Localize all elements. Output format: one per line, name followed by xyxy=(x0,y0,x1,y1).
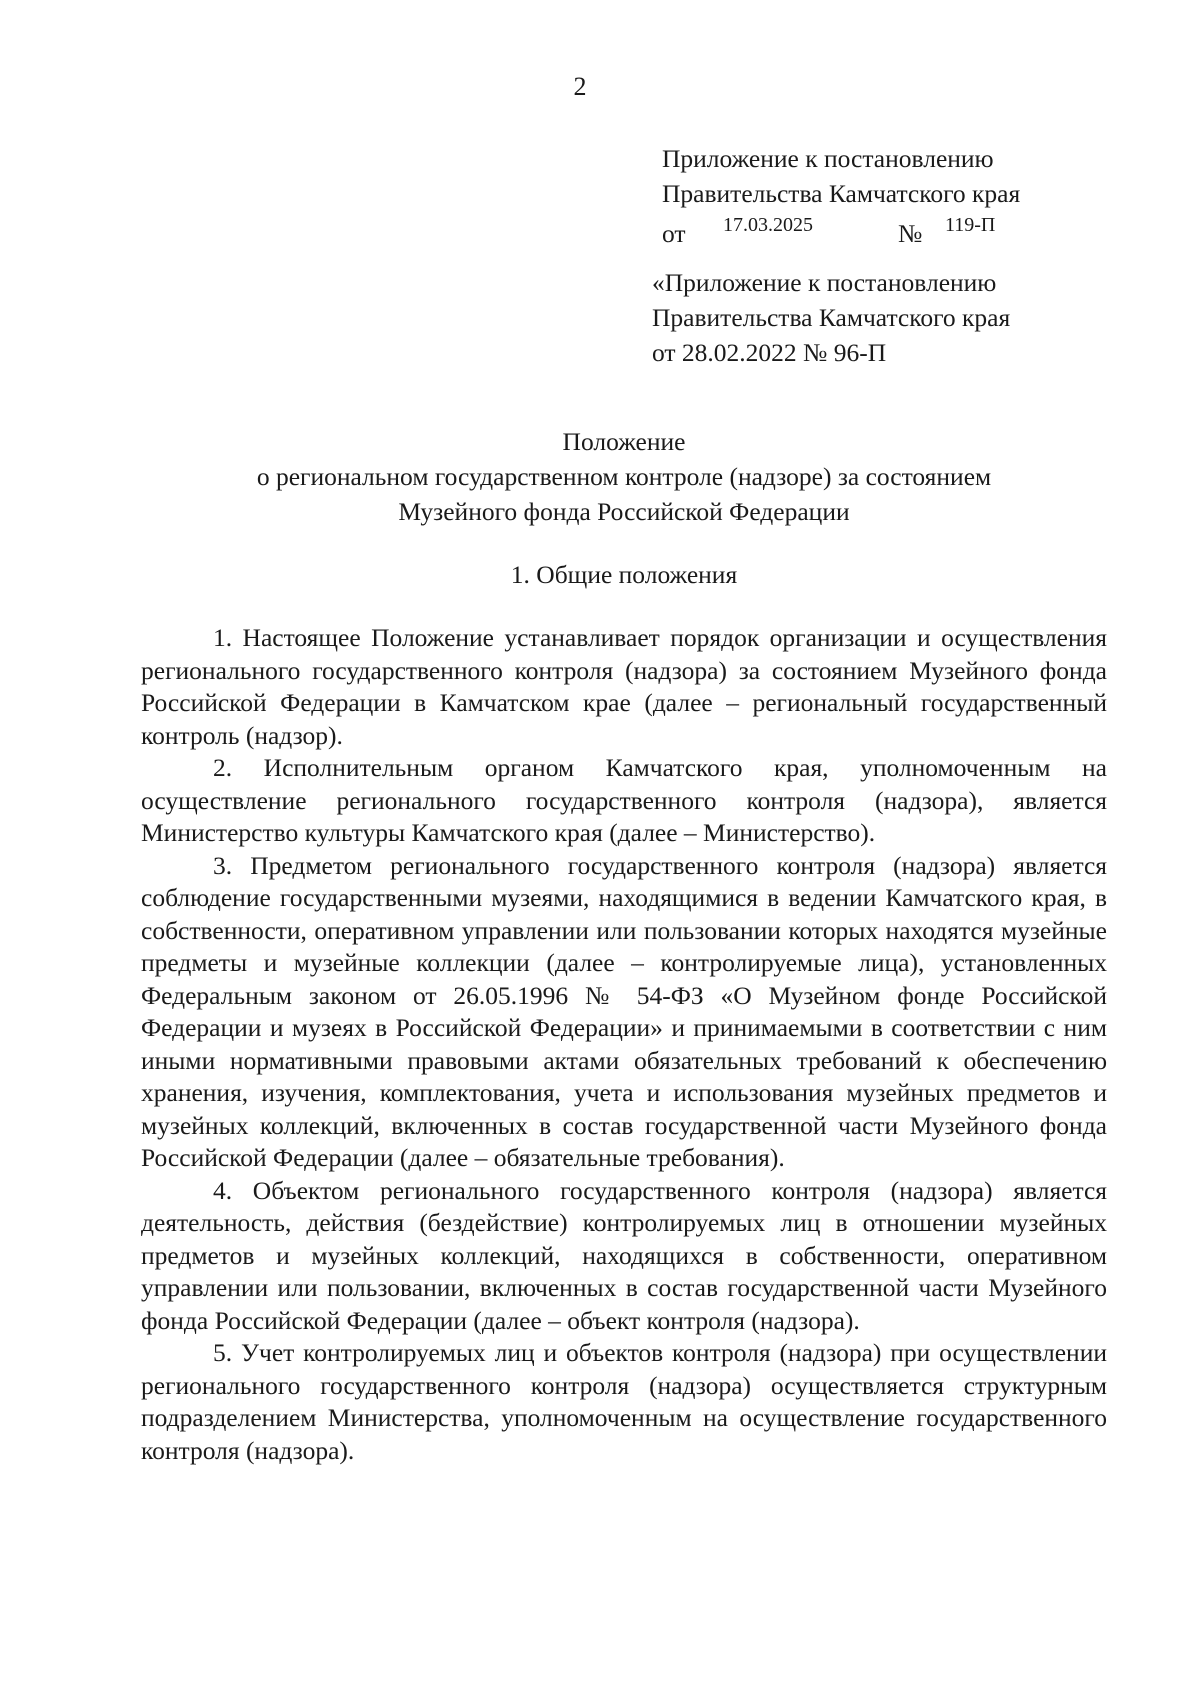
paragraph-3: 3. Предметом регионального государственного контроля (надзора) является соблюдение государственными музеями, находящимися в ведении Камчатского края, в собственности, оперативном управлении или пользовании которых находятся музейные предметы и музейные коллекции (далее – контролируемые лица), установленных Федеральным законом от 26.05.1996 № 54-ФЗ «О Музейном фонде Российской Федерации и музеях в Российской Федерации» и принимаемыми в соответствии с ним иными нормативными правовыми актами обязательных требований к обеспечению хранения, изучения, комплектования, учета и использования музейных предметов и музейных коллекций, включенных в состав государственной части Музейного фонда Российской Федерации (далее – обязательные требования). xyxy=(141,850,1107,1172)
appendix-previous-line3: от 28.02.2022 № 96-П xyxy=(652,338,887,367)
resolution-date: 17.03.2025 xyxy=(723,214,813,236)
number-sign: № xyxy=(898,219,923,248)
section-heading: 1. Общие положения xyxy=(510,560,738,589)
appendix-previous-line2: Правительства Камчатского края xyxy=(652,303,1011,332)
paragraph-5: 5. Учет контролируемых лиц и объектов контроля (надзора) при осуществлении регионального государственного контроля (надзора) осуществляется структурным подразделением Министерства, уполномоченным на осуществление государственного контроля (надзора). xyxy=(141,1338,1107,1465)
document-title-line1: Положение xyxy=(562,427,686,456)
document-body xyxy=(141,622,1107,1467)
resolution-number: 119-П xyxy=(945,214,996,236)
page-number: 2 xyxy=(573,72,587,101)
document-title-line3: Музейного фонда Российской Федерации xyxy=(398,497,850,526)
appendix-current-line1: Приложение к постановлению xyxy=(662,144,994,173)
appendix-previous-line1: «Приложение к постановлению xyxy=(652,268,997,297)
paragraph-1: 1. Настоящее Положение устанавливает порядок организации и осуществления регионального государственного контроля (надзора) за состоянием Музейного фонда Российской Федерации в Камчатском крае (далее – региональный государственный контроль (надзор). xyxy=(141,623,1107,750)
appendix-previous-header xyxy=(652,265,1010,370)
paragraph-2: 2. Исполнительным органом Камчатского края, уполномоченным на осуществление регионального государственного контроля (надзора), является Министерство культуры Камчатского края (далее – Министерство). xyxy=(141,753,1107,847)
document-title xyxy=(140,424,1108,529)
appendix-current-date-row xyxy=(662,211,1020,246)
appendix-current-line2: Правительства Камчатского края xyxy=(662,179,1021,208)
paragraph-4: 4. Объектом регионального государственного контроля (надзора) является деятельность, действия (бездействие) контролируемых лиц в отношении музейных предметов и музейных коллекций, находящихся в собственности, оперативном управлении или пользовании, включенных в состав государственной части Музейного фонда Российской Федерации (далее – объект контроля (надзора). xyxy=(141,1175,1107,1335)
document-title-line2: о региональном государственном контроле (надзоре) за состоянием xyxy=(256,462,992,491)
appendix-current-header xyxy=(662,141,1020,246)
date-prefix: от xyxy=(662,219,686,248)
